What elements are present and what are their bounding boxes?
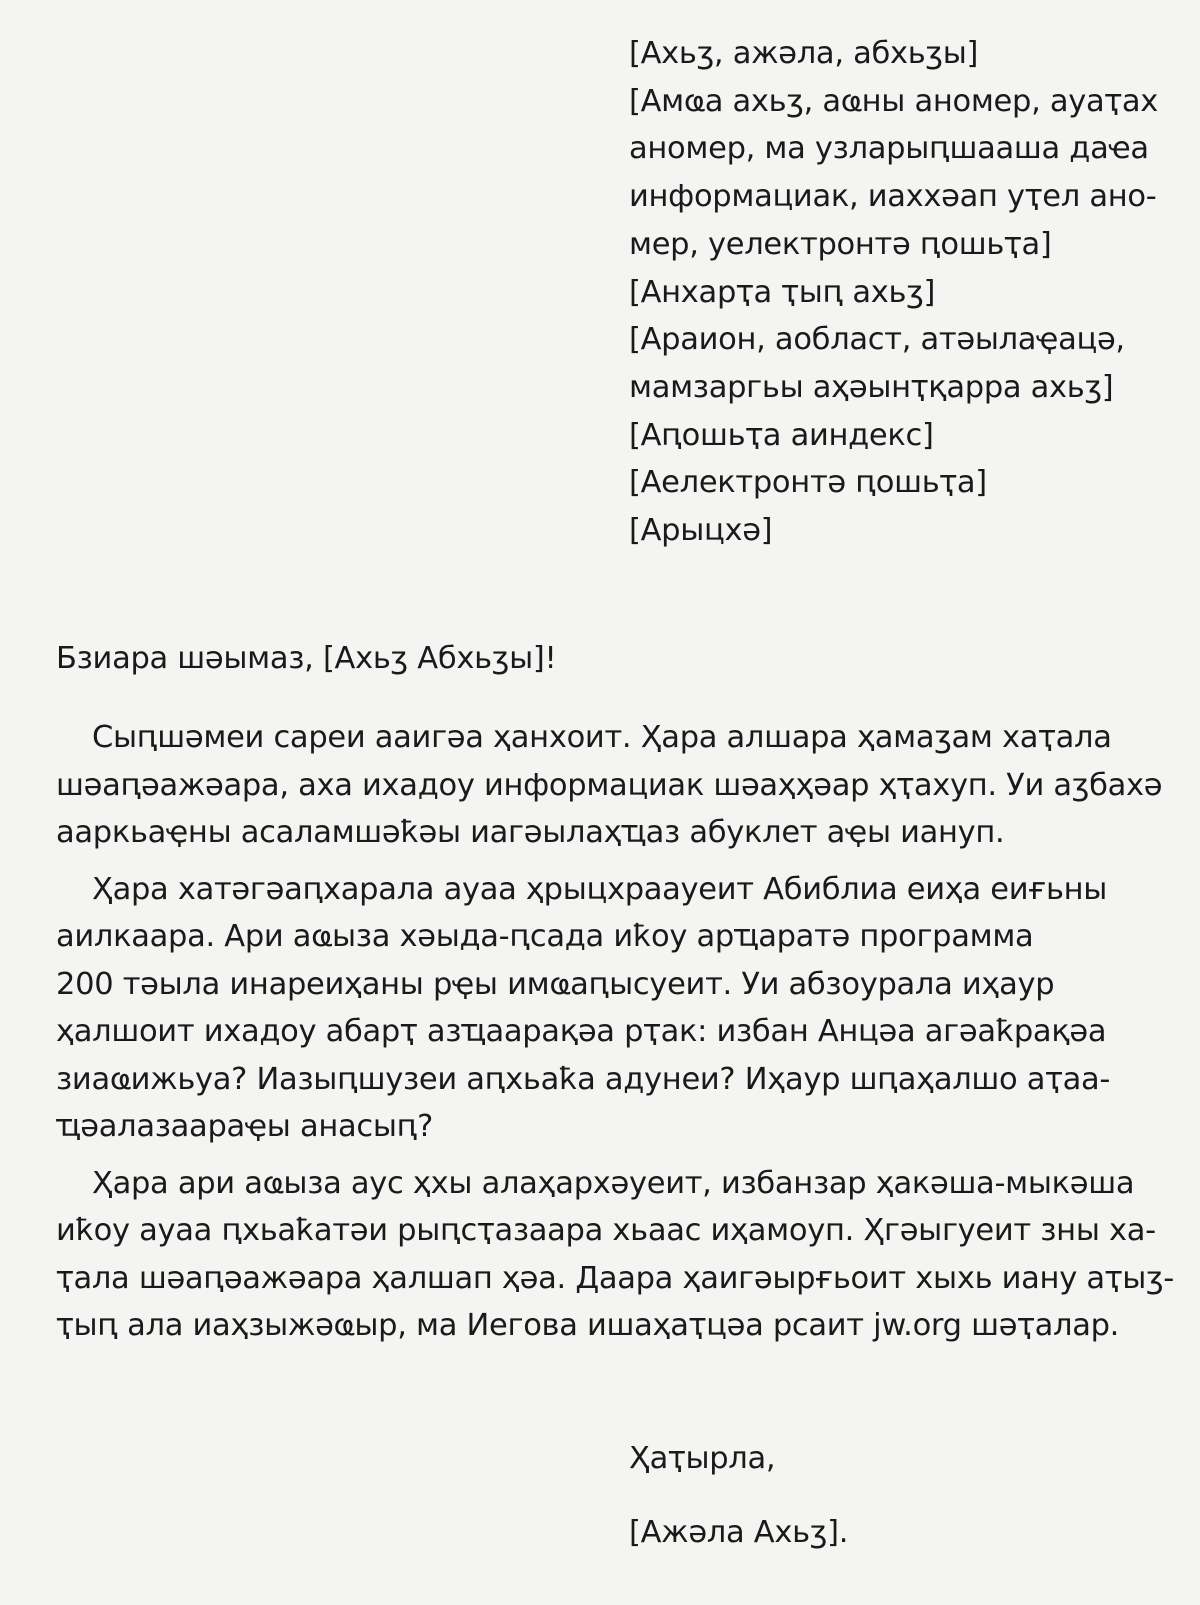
closing: Ҳаҭырла, xyxy=(629,1441,776,1476)
paragraph-line: зиаҩижьуа? Иазыԥшузеи аԥхьаҟа адунеи? Иҳаур шԥаҳалшо аҭаа- xyxy=(56,1061,1111,1097)
signature: [Ажәла Ахьӡ]. xyxy=(629,1515,849,1550)
salutation: Бзиара шәымаз, [Ахьӡ Абхьӡы]! xyxy=(56,641,557,676)
sender-address-line: аномер, ма узларыԥшааша даҽа xyxy=(629,131,1149,167)
body-paragraph xyxy=(56,1160,1175,1350)
paragraph-line: ҭыԥ ала иаҳзыжәҩыр, ма Иегова ишаҳаҭцәа рсаит jw.org шәҭалар. xyxy=(56,1308,1120,1343)
sender-email-line: [Аелектронтә ԥошьҭа] xyxy=(629,465,987,501)
sender-postal-code-line: [Аԥошьҭа аиндекс] xyxy=(629,417,934,453)
paragraph-line: Сыԥшәмеи сареи ааигәа ҳанхоит. Ҳара алшара ҳамаӡам хаҭала xyxy=(92,720,1112,755)
paragraph-line: шәаԥәажәара, аха ихадоу информациак шәаҳҳәар ҳҭахуп. Уи аӡбахә xyxy=(56,767,1163,803)
paragraph-line: ааркьаҿны асаламшәҟәы иагәылаҳҵаз абуклет аҿы иануп. xyxy=(56,815,1005,850)
paragraph-line: ҵәалазаараҿы анасыԥ? xyxy=(56,1109,434,1144)
letter-body xyxy=(56,714,1175,1359)
paragraph-line: ҳалшоит ихадоу абарҭ азҵаарақәа рҭак: избан Анцәа агәаҟрақәа xyxy=(56,1014,1107,1049)
body-paragraph xyxy=(56,714,1163,857)
paragraph-line: Ҳара хатәгәаԥхарала ауаа ҳрыцхраауеит Абиблиа еиҳа еиғьны xyxy=(92,871,1108,907)
sender-address-block xyxy=(629,30,1159,555)
sender-date-line: [Арыцхә] xyxy=(629,513,773,549)
sender-address-line: [Амҩа ахьӡ, аҩны аномер, ауаҭах xyxy=(629,83,1159,119)
sender-name-line: [Ахьӡ, ажәла, абхьӡы] xyxy=(629,36,979,71)
sender-address-line: информациак, иаххәап уҭел ано- xyxy=(629,179,1157,215)
paragraph-line: ҭала шәаԥәажәара ҳалшап ҳәа. Даара ҳаигәырғьоит хыхь иану аҭыӡ- xyxy=(56,1260,1175,1296)
sender-address-line: мер, уелектронтә ԥошьҭа] xyxy=(629,226,1052,262)
body-paragraph xyxy=(56,866,1146,1151)
paragraph-line: аилкаара. Ари аҩыза хәыда-ԥсада иҟоу арҵаратә программа xyxy=(56,919,1034,954)
sender-region-line: мамзаргьы аҳәынҭқарра ахьӡ] xyxy=(629,369,1114,405)
sender-city-line: [Анхарҭа ҭыԥ ахьӡ] xyxy=(629,274,936,310)
paragraph-line: иҟоу ауаа ԥхьаҟатәи рыԥсҭазаара хьаас иҳамоуп. Ҳгәыгуеит зны ха- xyxy=(56,1213,1156,1248)
paragraph-line: Ҳара ари аҩыза аус ҳхы алаҳархәуеит, избанзар ҳакәша-мыкәша xyxy=(92,1165,1135,1201)
paragraph-line: 200 тәыла инареиҳаны рҿы имҩаԥысуеит. Уи абзоурала иҳаур xyxy=(56,966,1055,1002)
sender-region-line: [Араион, аобласт, атәылаҿацә, xyxy=(629,322,1125,358)
